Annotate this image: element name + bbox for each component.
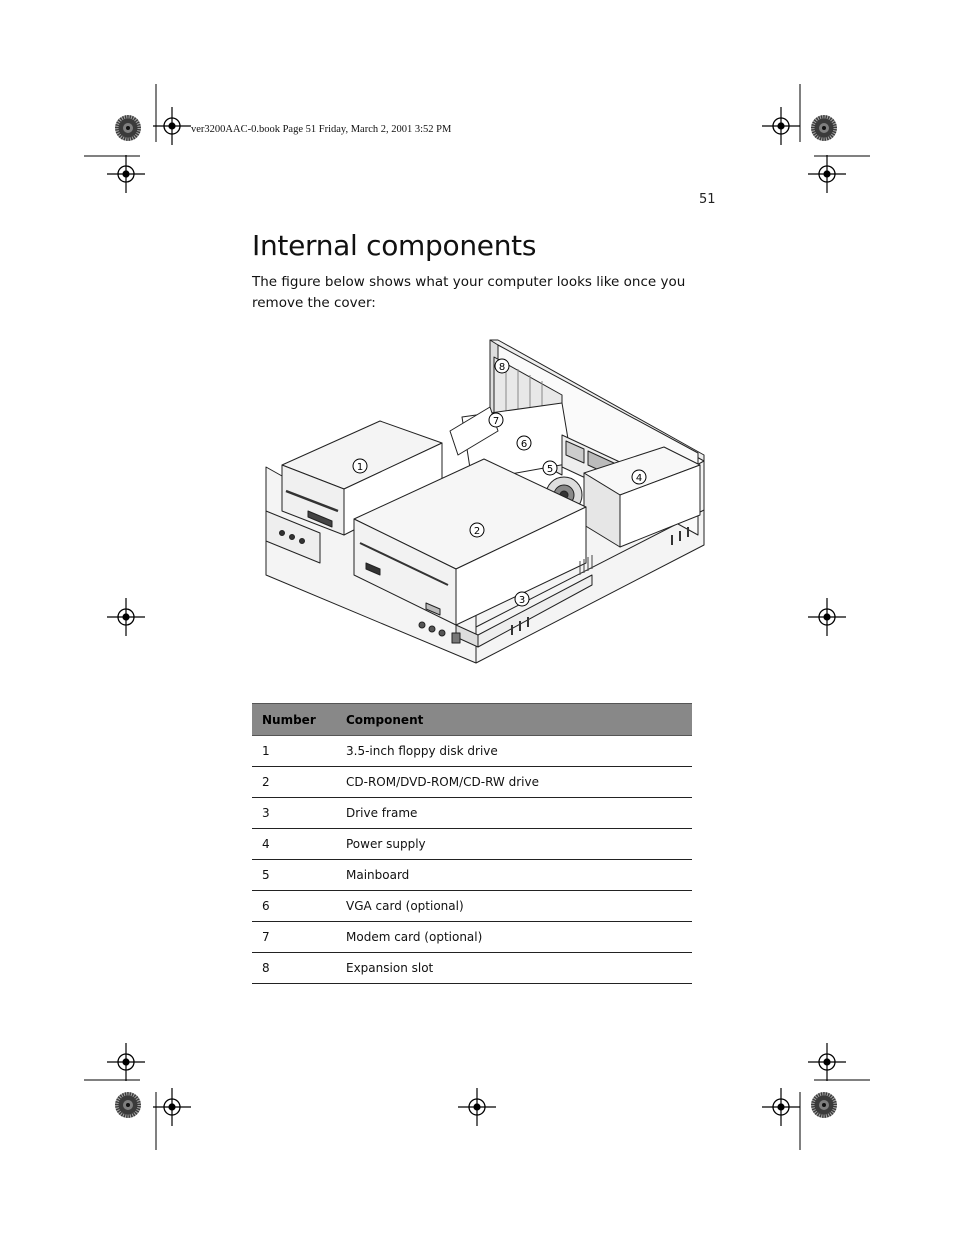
row-number: 8	[252, 953, 336, 984]
row-component: VGA card (optional)	[336, 891, 692, 922]
table-row	[252, 767, 692, 798]
row-number: 4	[252, 829, 336, 860]
callout-6	[517, 436, 531, 450]
row-component: Expansion slot	[336, 953, 692, 984]
print-header: ver3200AAC-0.book Page 51 Friday, March 2, 2001 3:52 PM	[191, 124, 452, 135]
svg-text:3: 3	[518, 595, 526, 606]
row-number: 2	[252, 767, 336, 798]
table-row	[252, 953, 692, 984]
row-number: 6	[252, 891, 336, 922]
table-row	[252, 829, 692, 860]
components-table	[252, 703, 692, 984]
table-row	[252, 736, 692, 767]
table-header-row	[252, 704, 692, 736]
row-number: 5	[252, 860, 336, 891]
column-header-number: Number	[252, 704, 336, 736]
svg-text:7: 7	[492, 416, 500, 427]
row-number: 7	[252, 922, 336, 953]
callout-5	[543, 461, 557, 475]
svg-text:8: 8	[498, 362, 506, 373]
table-row	[252, 891, 692, 922]
callout-8	[495, 359, 509, 373]
row-component: Mainboard	[336, 860, 692, 891]
row-component: Power supply	[336, 829, 692, 860]
column-header-component: Component	[336, 704, 692, 736]
svg-text:1: 1	[356, 462, 364, 473]
callout-3	[515, 592, 529, 606]
svg-text:6: 6	[520, 439, 528, 450]
page-title: Internal components	[252, 229, 537, 262]
table-row	[252, 798, 692, 829]
svg-text:5: 5	[546, 464, 554, 475]
svg-text:4: 4	[635, 473, 643, 484]
row-number: 3	[252, 798, 336, 829]
svg-text:2: 2	[473, 526, 481, 537]
page-number: 51	[699, 192, 716, 207]
row-component: Modem card (optional)	[336, 922, 692, 953]
callout-1	[353, 459, 367, 473]
table-row	[252, 922, 692, 953]
callout-7	[489, 413, 503, 427]
row-component: CD-ROM/DVD-ROM/CD-RW drive	[336, 767, 692, 798]
row-number: 1	[252, 736, 336, 767]
row-component: Drive frame	[336, 798, 692, 829]
table-row	[252, 860, 692, 891]
callout-4	[632, 470, 646, 484]
row-component: 3.5-inch floppy disk drive	[336, 736, 692, 767]
callout-2	[470, 523, 484, 537]
intro-paragraph: The figure below shows what your computer looks like once you remove the cover:	[252, 274, 686, 311]
internal-components-illustration	[262, 335, 707, 665]
